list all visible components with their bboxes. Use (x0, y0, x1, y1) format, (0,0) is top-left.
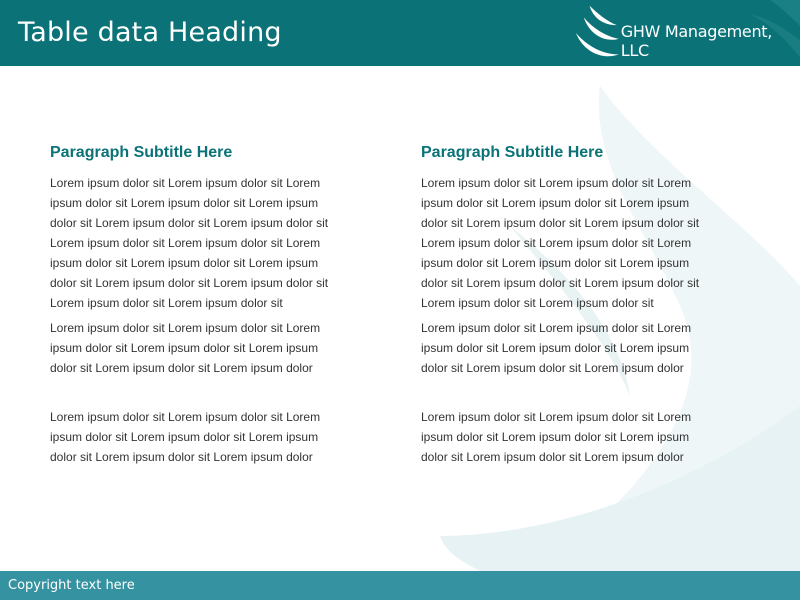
header-bar (0, 0, 800, 66)
page-title: Table data Heading (18, 17, 282, 48)
paragraph: Lorem ipsum dolor sit Lorem ipsum dolor sit Lorem ipsum dolor sit Lorem ipsum dolor sit Lorem ipsum dolor sit Lorem ipsum dolor sit Lorem ipsum dolor (50, 321, 321, 375)
leaf-wave-logo-icon (574, 3, 621, 61)
paragraph-subtitle: Paragraph Subtitle Here (50, 144, 233, 161)
content-column-right (421, 143, 721, 467)
paragraph: Lorem ipsum dolor sit Lorem ipsum dolor sit Lorem ipsum dolor sit Lorem ipsum dolor sit Lorem ipsum dolor sit Lorem ipsum dolor sit Lorem ipsum dolor sit Lorem ipsum dolor sit Lorem ipsum dolor sit Lorem ipsum dolor sit Lorem ipsum dolor sit Lorem ipsum dolor sit Lorem ipsum dolor sit Lorem ipsum dolor sit Lorem ipsum dolor sit Lorem ipsum dolor sit (421, 176, 700, 310)
copyright-text: Copyright text here (8, 578, 135, 593)
paragraph: Lorem ipsum dolor sit Lorem ipsum dolor sit Lorem ipsum dolor sit Lorem ipsum dolor sit Lorem ipsum dolor sit Lorem ipsum dolor sit Lorem ipsum dolor sit Lorem ipsum dolor sit Lorem ipsum dolor sit Lorem ipsum dolor sit Lorem ipsum dolor sit Lorem ipsum dolor sit Lorem ipsum dolor sit Lorem ipsum dolor sit Lorem ipsum dolor sit Lorem ipsum dolor sit (50, 176, 329, 310)
paragraph: Lorem ipsum dolor sit Lorem ipsum dolor sit Lorem ipsum dolor sit Lorem ipsum dolor sit Lorem ipsum dolor sit Lorem ipsum dolor sit Lorem ipsum dolor (421, 410, 692, 464)
paragraph-subtitle: Paragraph Subtitle Here (421, 144, 604, 161)
content-column-left (50, 143, 350, 467)
paragraph: Lorem ipsum dolor sit Lorem ipsum dolor sit Lorem ipsum dolor sit Lorem ipsum dolor sit Lorem ipsum dolor sit Lorem ipsum dolor sit Lorem ipsum dolor (50, 410, 321, 464)
company-logo (574, 3, 800, 61)
paragraph: Lorem ipsum dolor sit Lorem ipsum dolor sit Lorem ipsum dolor sit Lorem ipsum dolor sit Lorem ipsum dolor sit Lorem ipsum dolor sit Lorem ipsum dolor (421, 321, 692, 375)
company-name: GHW Management, LLC (620, 22, 773, 60)
footer-bar (0, 571, 800, 600)
